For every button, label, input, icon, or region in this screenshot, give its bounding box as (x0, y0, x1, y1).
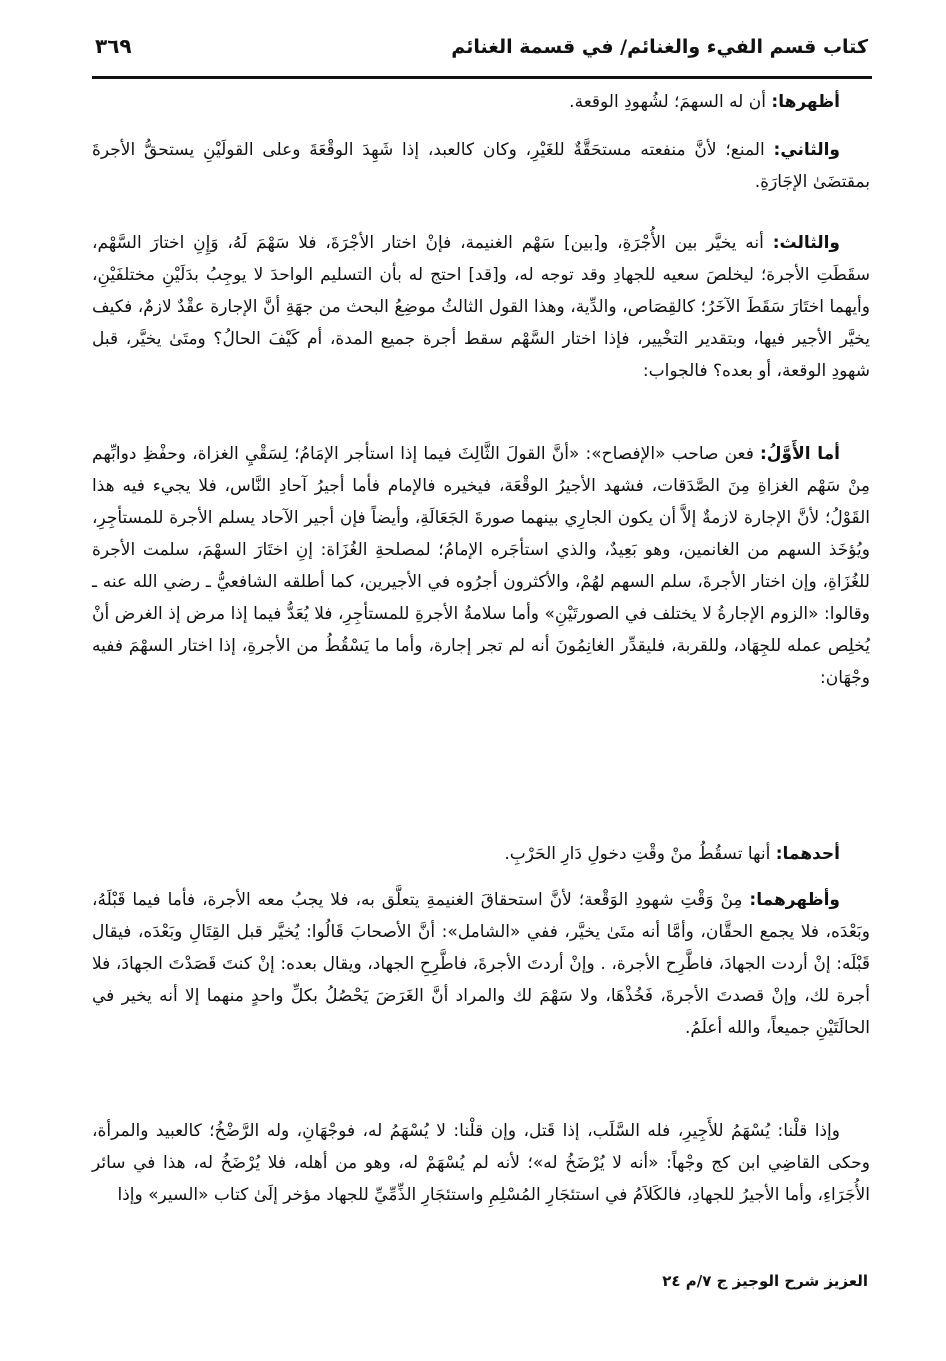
chapter-title: كتاب قسم الفيء والغنائم/ في قسمة الغنائم (451, 36, 868, 58)
paragraph-text: أن له السهمَ؛ لشُهودِ الوقعة. (569, 92, 772, 112)
paragraph (92, 1115, 870, 1211)
paragraph (92, 838, 870, 870)
paragraph-text: أنه يخيَّر بين الأُجْرَةِ، و[بين] سَهْم الغنيمة، فإنْ اختار الأجْرَةَ، فلا سَهْمَ لَهُ، وَإِنِ اختارَ السَّهْم، سقَطَتِ الأجرة؛ ليخلصَ سعيه للجهادِ وقد توجه له، و[قد] احتج له بأن التسليم الواحدَ لا يوجِبُ بدَلَيْنِ مختلفَيْنِ، وأيهما اختَارَ سَقَطَ الآخَرُ؛ كالقِصَاص، والدِّية، وهذا القول الثالثُ موضِعُ البحث من جهَةِ أنَّ الإجارة عقْدٌ لازمٌ، فكيف يخيَّر الأجير فيها، وبتقدير التخْيير، فإذا اختار السَّهْم سقط أجرة جميع المدة، أم كَيْفَ الحالُ؟ ومتَىٰ يخيَّر، قبل شهودِ الوقعة، أو بعده؟ فالجواب: (92, 233, 870, 381)
paragraph-text: مِنْ وَقْتِ شهودِ الوَقْعة؛ لأنَّ استحقاقَ الغنيمةِ يتعلَّق به، فلا يجبُ معه الأجرة، فأما فيما قَبْلَهُ، وبَعْدَه، فلا يجمع الحقَّان، وأمَّا أنه متَىٰ يخيَّر، ففي «الشامل»: أنَّ الأصحابَ قَالُوا: يُخيَّر قبل القِتَالِ وبَعْدَه، فيقال قَبْلَه: إنْ أردت الجهادَ، فاطَّرِح الأجرة، . وإنْ أردتَ الأجرةَ، فاطَّرِحِ الجهاد، ويقال بعده: إنْ كنتَ قَصَدْتَ الجهادَ، فلا أجرة لك، وإنْ قصدتَ الأجرةَ، فَخُذْهَا، ولا سَهْمَ لك والمراد أنَّ الغَرَضَ يَحْصُلُ بكلِّ واحدٍ منهما إلا أنه يخير في الحالَتَيْنِ جميعاً، والله أعلَمُ. (92, 890, 870, 1038)
paragraph-lead: والثالث: (772, 233, 840, 253)
paragraph (92, 86, 870, 118)
paragraph-text: المنع؛ لأنَّ منفعته مستحَقَّةٌ للغَيْرِ، وكان كالعبد، إذا شَهِدَ الوقْعَةَ وعلى القولَيْنِ يستحقُّ الأجرةَ بمقتضَىٰ الإجَارَةِ. (92, 140, 870, 192)
paragraph (92, 884, 870, 1044)
paragraph (92, 227, 870, 387)
paragraph-lead: وأظهرهما: (749, 890, 840, 910)
header-rule (92, 76, 872, 79)
paragraph-text: أنها تسقُطُ منْ وقْتِ دخولِ دَارِ الحَرْبِ. (504, 844, 776, 864)
paragraph-text: وإذا قلْنا: يُسْهَمُ للأَجِيرِ، فله السَّلَب، إذا قَتل، وإن قلْنا: لا يُسْهَمُ له، فوجْهَانِ، وله الرَّضْخُ؛ كالعبيد والمرأة، وحكى القاضِي ابن كج وجْهاً: «أنه لا يُرْضَخُ له»؛ لأنه لم يُسْهَمْ له، وهو من أهله، فلا يُرْضَخُ له، هذا في سائر الأُجَرَاءِ، وأما الأجيرُ للجهادِ، فالكَلاَمُ في استئجَارِ المُسْلِمِ واستئجَارِ الذِّمِّيِّ للجهاد مؤخر إلَىٰ كتاب «السير» وإذا (92, 1121, 870, 1205)
paragraph (92, 134, 870, 198)
page-number: ٣٦٩ (95, 34, 132, 58)
paragraph-lead: أحدهما: (775, 844, 840, 864)
paragraph-text: فعن صاحب «الإفصاح»: «أنَّ القولَ الثَّالِثَ فيما إذا استأجر الإمَامُ؛ لِسَقْيِ الغزاة، وحفْظِ دوابِّهم مِنْ سَهْم الغزاةِ مِنَ الصَّدَقات، فشهد الأجيرُ الوقْعَة، فيخيره فالإمام فأما أجيرُ آحادِ النَّاس، فلا يجيء فيه هذا القَوْلُ؛ لأنَّ الإجارة لازمةٌ إلاَّ أن يكون الجارِي بينهما صورةَ الجَعَالَةِ، وأيضاً فإن أجير الآحاد يسلم الأجرة للمستأجِرِ، ويُؤخَذ السهم من الغانمين، وهو بَعِيدٌ، والذي استأجَره الإمامُ؛ لمصلحةِ الغُزَاة: إنِ اختَارَ السهْمَ، سلمت الأجرة للغُزَاةِ، وإن اختار الأجرةَ، سلم السهم لهُمْ، والأكثرون أجرُوه في الأجيرين، كما أطلقه الشافعيُّ ـ رضي الله عنه ـ وقالوا: «الزوم الإجارةُ لا يختلف في الصورتَيْنِ» وأما سلامةُ الأجرةِ للمستأجِرِ، فلا يُعَدُّ فيما إذا مرض إذ الغرض أنْ يُخلِص عمله للجِهَاد، وللقربة، فليقدِّر الغانِمُونَ أنه لم تجر إجارة، وأما ما يَسْقُطُ من الأجرةِ، إذا اختار السهْمَ ففيه وجْهَان: (92, 444, 870, 688)
paragraph-lead: أظهرها: (771, 92, 840, 112)
paragraph-lead: أما الأَوَّلُ: (760, 444, 840, 464)
paragraph (92, 438, 870, 694)
footer-signature: العزيز شرح الوجيز ج ٧/م ٢٤ (662, 1272, 868, 1290)
paragraph-lead: والثاني: (773, 140, 840, 160)
